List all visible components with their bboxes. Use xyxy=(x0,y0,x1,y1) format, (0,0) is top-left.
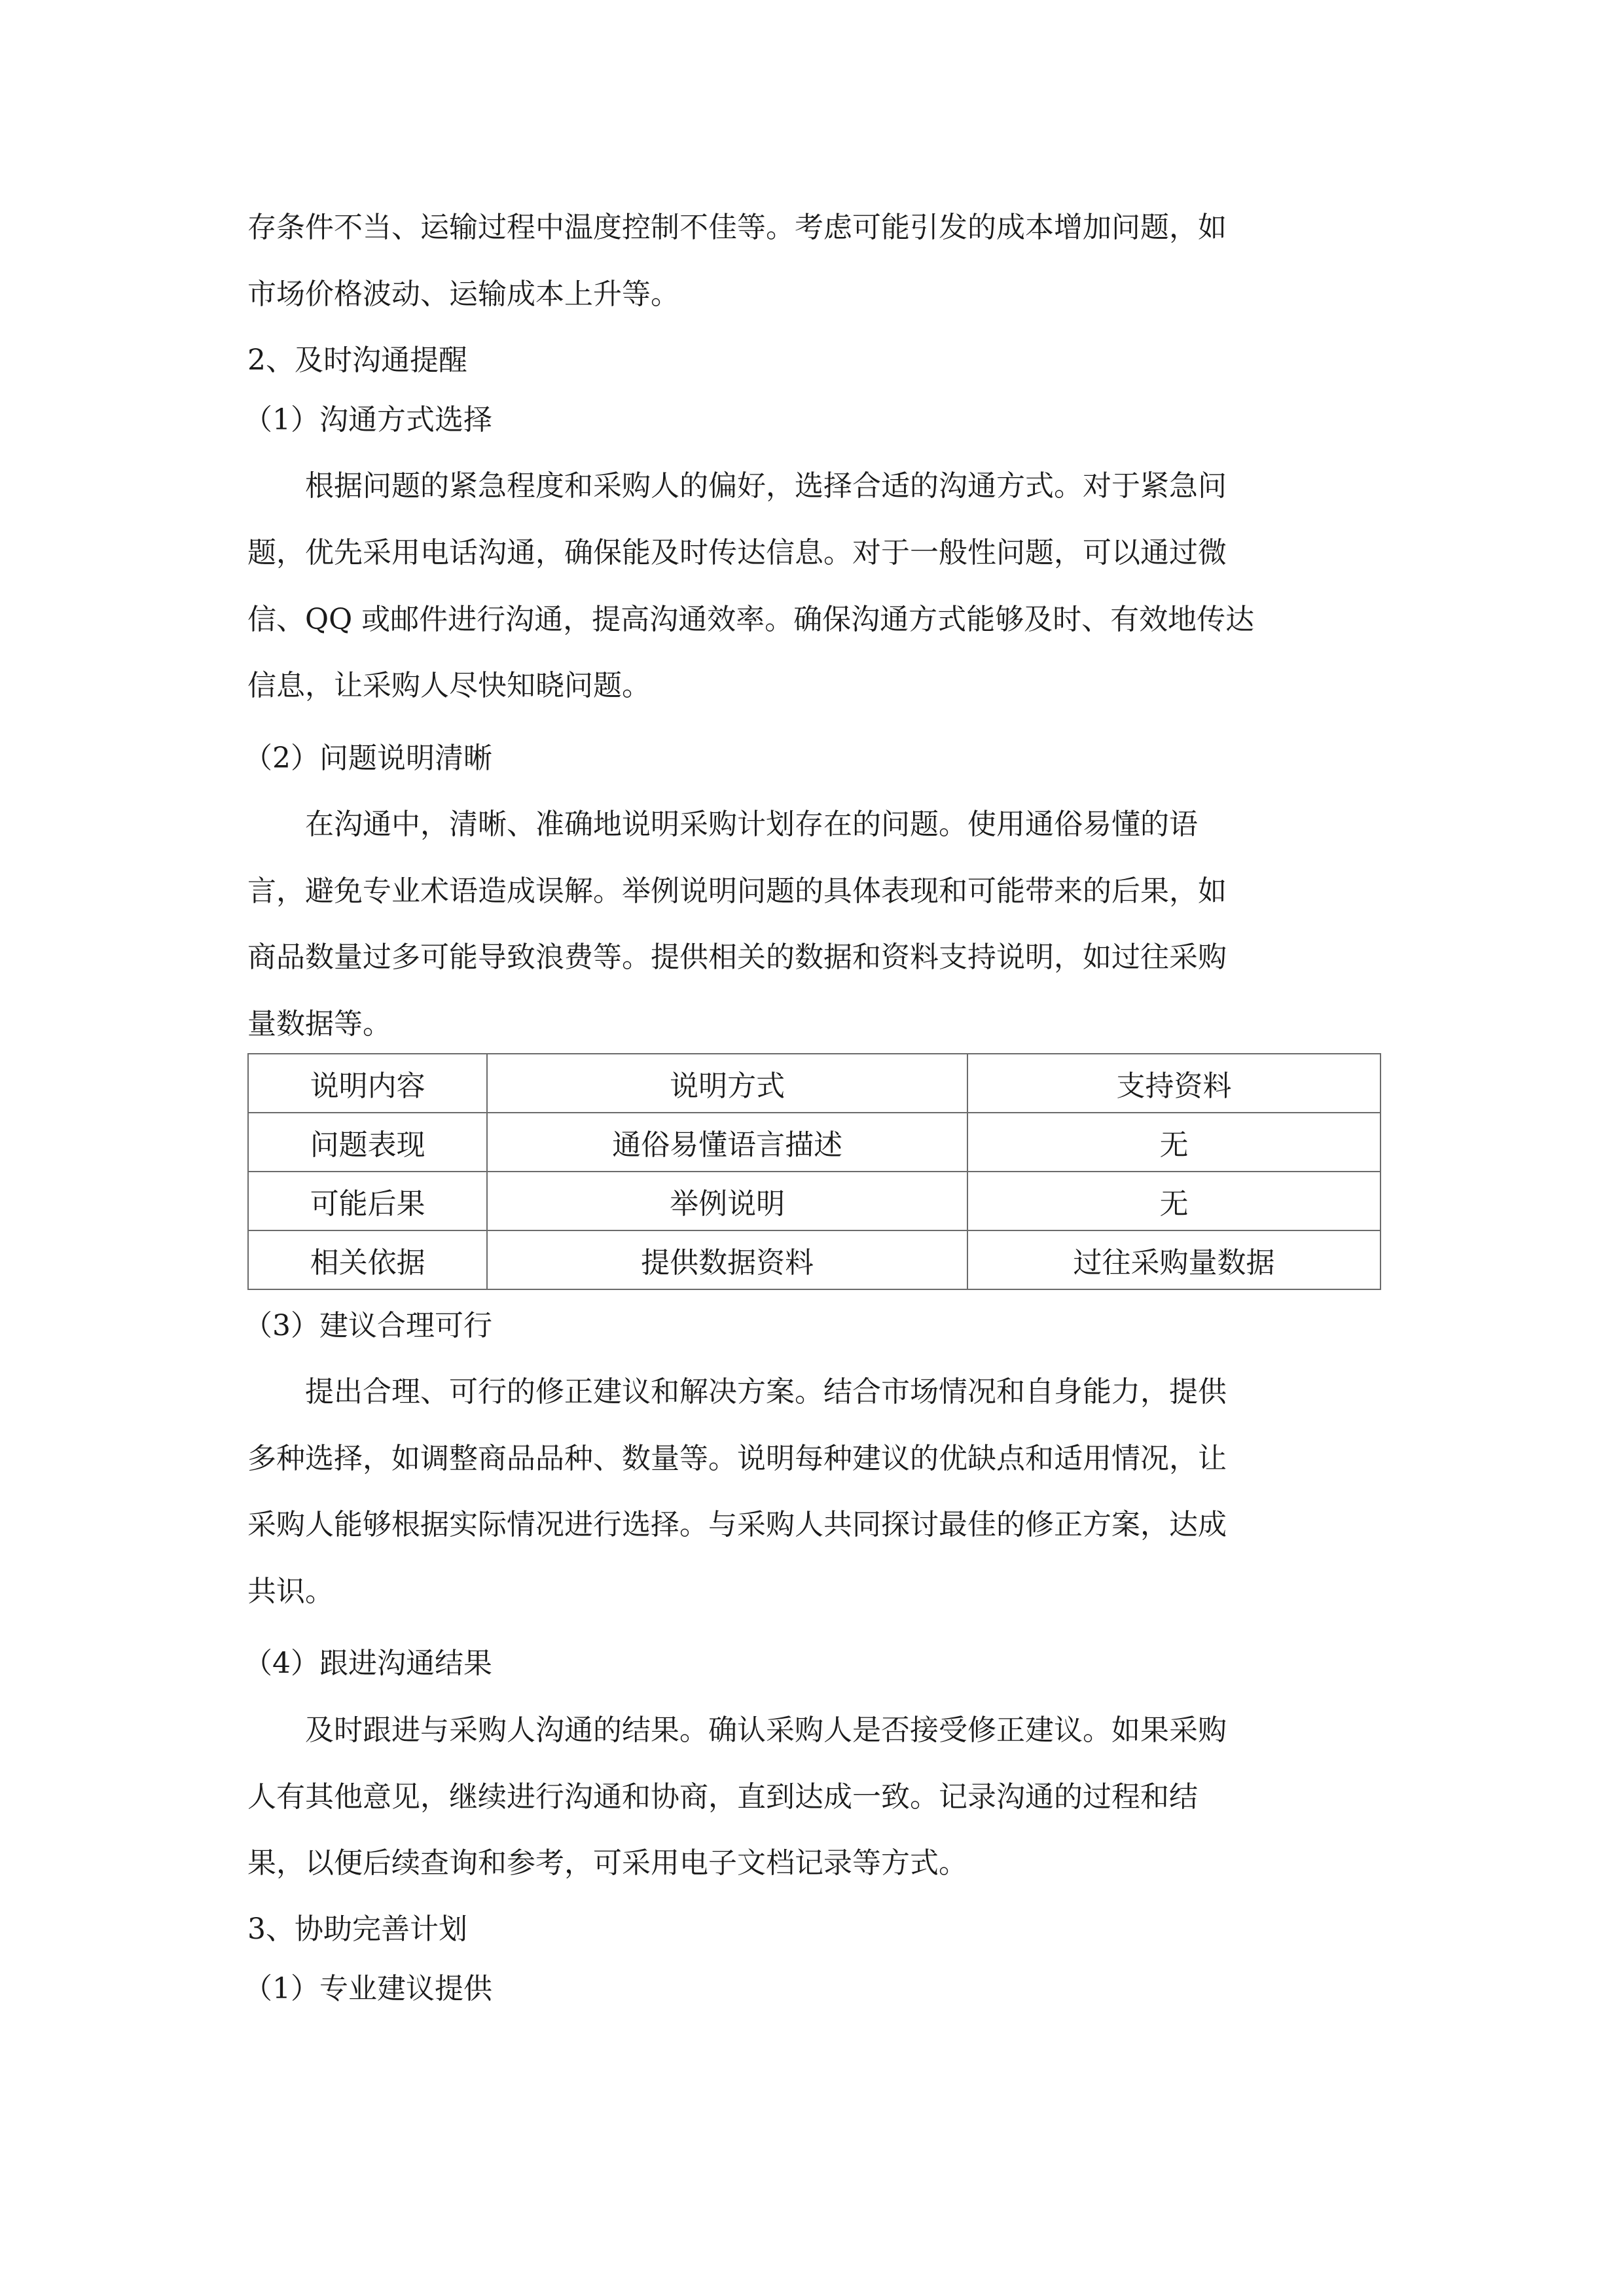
section-2-3-title: （3）建议合理可行 xyxy=(244,1309,492,1342)
table-cell: 提供数据资料 xyxy=(487,1230,967,1289)
section-3-title: 3、协助完善计划 xyxy=(247,1912,467,1946)
section-2-2-line-1: 在沟通中，清晰、准确地说明采购计划存在的问题。使用通俗易懂的语 xyxy=(305,808,1198,841)
explanation-table xyxy=(247,1053,1381,1290)
table-row xyxy=(248,1113,1380,1172)
section-2-1-line-2: 题，优先采用电话沟通，确保能及时传达信息。对于一般性问题，可以通过微 xyxy=(247,536,1227,569)
table-header-cell: 说明方式 xyxy=(487,1054,967,1113)
section-2-3-line-1: 提出合理、可行的修正建议和解决方案。结合市场情况和自身能力，提供 xyxy=(305,1375,1227,1408)
section-2-3-line-3: 采购人能够根据实际情况进行选择。与采购人共同探讨最佳的修正方案，达成 xyxy=(247,1508,1227,1541)
table-row xyxy=(248,1230,1380,1289)
section-2-3-line-2: 多种选择，如调整商品品种、数量等。说明每种建议的优缺点和适用情况，让 xyxy=(247,1442,1227,1475)
table-cell: 可能后果 xyxy=(248,1172,487,1230)
section-2-title: 2、及时沟通提醒 xyxy=(247,344,467,377)
section-2-4-line-3: 果，以便后续查询和参考，可采用电子文档记录等方式。 xyxy=(247,1846,967,1880)
section-2-2-line-2: 言，避免专业术语造成误解。举例说明问题的具体表现和可能带来的后果，如 xyxy=(247,874,1227,908)
intro-line-2: 市场价格波动、运输成本上升等。 xyxy=(247,278,679,311)
table-cell: 无 xyxy=(967,1113,1380,1172)
table-cell: 相关依据 xyxy=(248,1230,487,1289)
table-cell: 无 xyxy=(967,1172,1380,1230)
section-3-1-title: （1）专业建议提供 xyxy=(244,1972,492,2005)
table-header-cell: 支持资料 xyxy=(967,1054,1380,1113)
table-cell: 过往采购量数据 xyxy=(967,1230,1380,1289)
section-2-2-title: （2）问题说明清晰 xyxy=(244,742,492,775)
table-cell: 举例说明 xyxy=(487,1172,967,1230)
section-2-3-line-4: 共识。 xyxy=(247,1575,334,1608)
section-2-4-title: （4）跟进沟通结果 xyxy=(244,1647,492,1680)
section-2-2-line-4: 量数据等。 xyxy=(247,1007,391,1041)
table-row xyxy=(248,1172,1380,1230)
section-2-1-title: （1）沟通方式选择 xyxy=(244,403,492,437)
intro-line-1: 存条件不当、运输过程中温度控制不佳等。考虑可能引发的成本增加问题，如 xyxy=(247,211,1227,244)
table-header-cell: 说明内容 xyxy=(248,1054,487,1113)
section-2-4-line-2: 人有其他意见，继续进行沟通和协商，直到达成一致。记录沟通的过程和结 xyxy=(247,1780,1198,1814)
table-header-row xyxy=(248,1054,1380,1113)
table-cell: 通俗易懂语言描述 xyxy=(487,1113,967,1172)
section-2-1-line-3: 信、QQ 或邮件进行沟通，提高沟通效率。确保沟通方式能够及时、有效地传达 xyxy=(247,603,1255,636)
section-2-1-line-4: 信息，让采购人尽快知晓问题。 xyxy=(247,669,651,702)
section-2-4-line-1: 及时跟进与采购人沟通的结果。确认采购人是否接受修正建议。如果采购 xyxy=(305,1713,1227,1747)
section-2-1-line-1: 根据问题的紧急程度和采购人的偏好，选择合适的沟通方式。对于紧急问 xyxy=(305,469,1227,503)
table-cell: 问题表现 xyxy=(248,1113,487,1172)
section-2-2-line-3: 商品数量过多可能导致浪费等。提供相关的数据和资料支持说明，如过往采购 xyxy=(247,941,1227,974)
